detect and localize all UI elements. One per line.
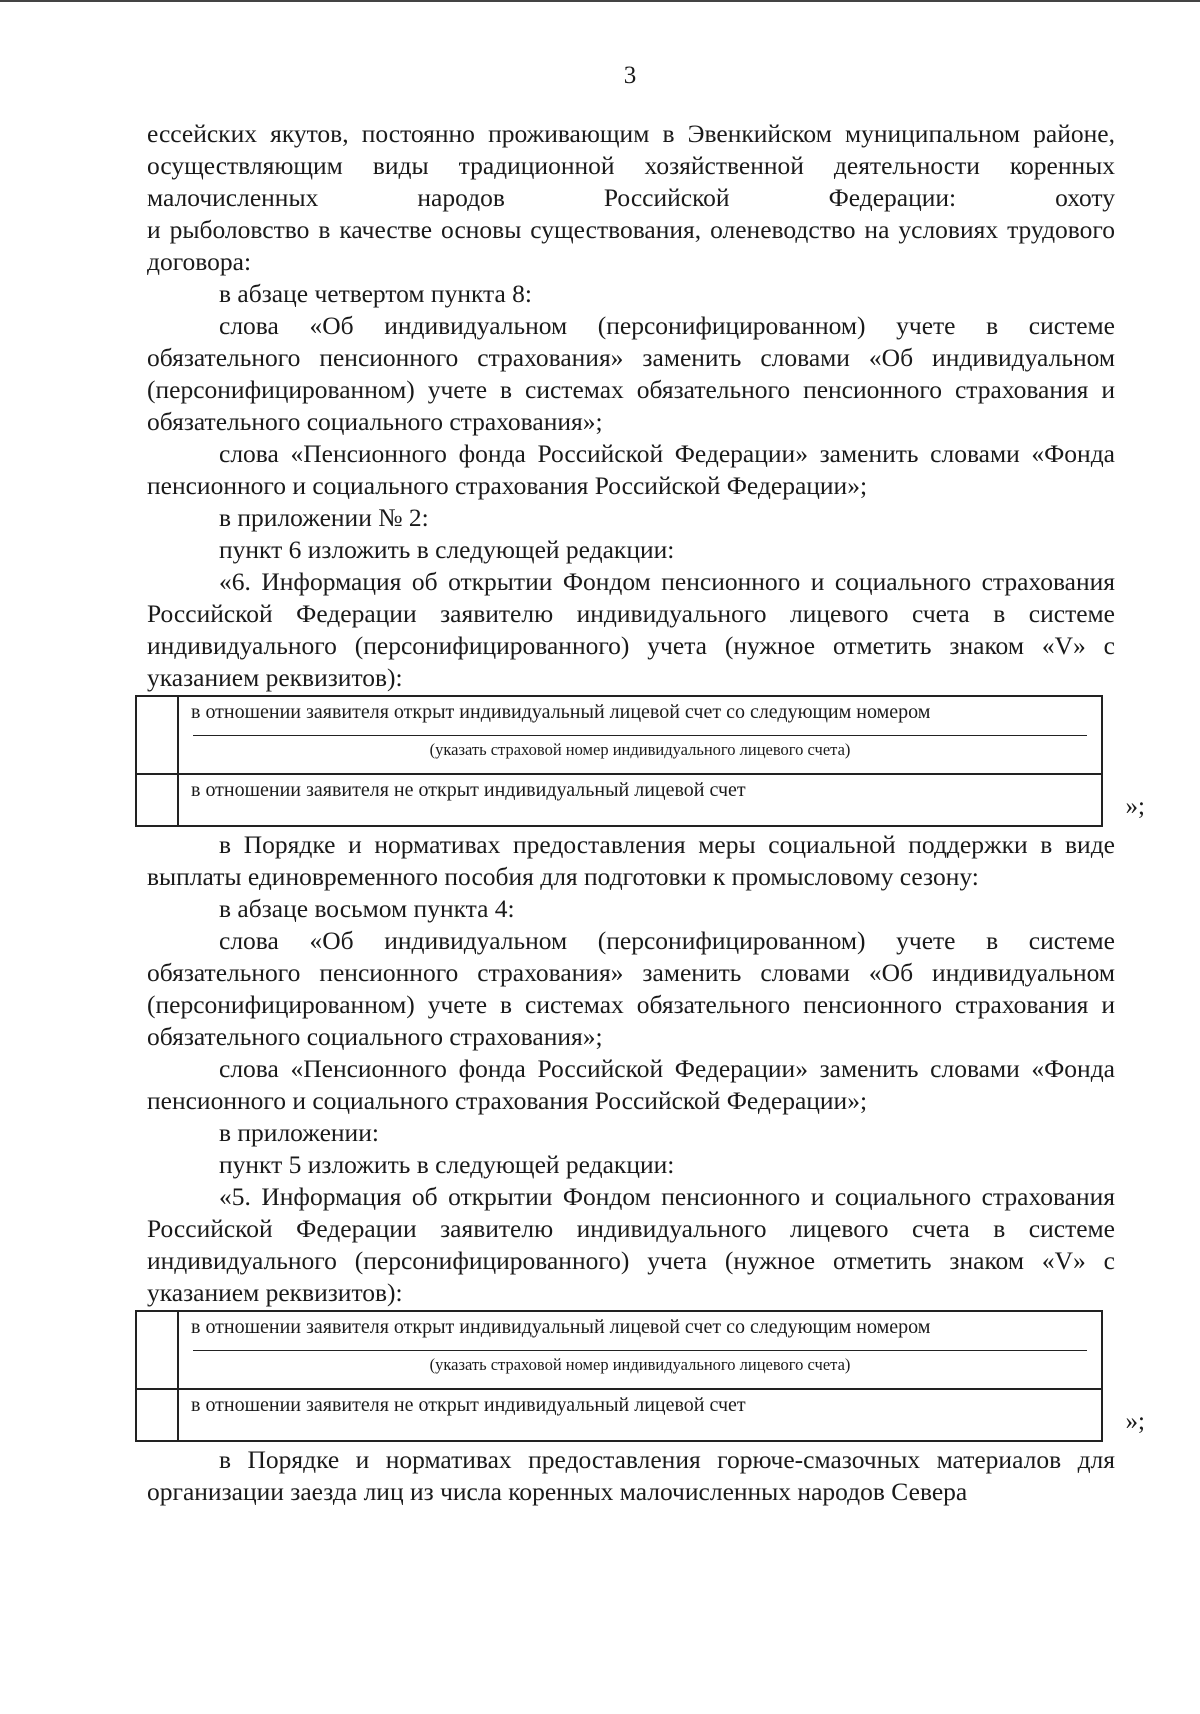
account-number-note: (указать страховой номер индивидуального лицевого счета) xyxy=(429,1355,851,1374)
checkbox-cell-not-opened[interactable] xyxy=(136,1389,178,1441)
checkbox-cell-opened[interactable] xyxy=(136,1311,178,1389)
option-not-opened-text: в отношении заявителя не открыт индивидуальный лицевой счет xyxy=(191,779,746,801)
option-opened-cell xyxy=(178,1311,1102,1389)
paragraph: в приложении № 2: xyxy=(219,503,429,532)
paragraph: слова «Об индивидуальном (персонифицированном) учете в системе обязательного пенсионного страхования» заменить словами «Об индивидуальном (персонифицированном) учете в системах обязательного пенсионного страхования и обязательного социального страхования»; xyxy=(147,311,1115,436)
account-table-1 xyxy=(135,695,1103,827)
paragraph: в Порядке и нормативах предоставления меры социальной поддержки в виде выплаты единовременного пособия для подготовки к промысловому сезону: xyxy=(147,830,1115,891)
account-number-note: (указать страховой номер индивидуального лицевого счета) xyxy=(429,740,851,759)
paragraph-group-2 xyxy=(147,829,1115,1309)
table-row xyxy=(136,1389,1102,1441)
paragraph: в абзаце восьмом пункта 4: xyxy=(219,894,515,923)
paragraph: «5. Информация об открытии Фондом пенсионного и социального страхования Российской Федерации заявителю индивидуального лицевого счета в системе индивидуального (персонифицированного) учета (нужное отметить знаком «V» с указанием реквизитов): xyxy=(147,1182,1115,1307)
checkbox-cell-opened[interactable] xyxy=(136,696,178,774)
account-number-line[interactable] xyxy=(193,1340,1087,1351)
page-top-edge xyxy=(0,0,1200,2)
paragraph: пункт 6 изложить в следующей редакции: xyxy=(219,535,675,564)
option-not-opened-text: в отношении заявителя не открыт индивидуальный лицевой счет xyxy=(191,1394,746,1416)
checkbox-cell-not-opened[interactable] xyxy=(136,774,178,826)
paragraph: слова «Пенсионного фонда Российской Федерации» заменить словами «Фонда пенсионного и социального страхования Российской Федерации»; xyxy=(147,439,1115,500)
paragraph: слова «Пенсионного фонда Российской Федерации» заменить словами «Фонда пенсионного и социального страхования Российской Федерации»; xyxy=(147,1054,1115,1115)
paragraph: в Порядке и нормативах предоставления горюче-смазочных материалов для организации заезда лиц из числа коренных малочисленных народов Севера xyxy=(147,1445,1115,1506)
account-table-2-wrapper xyxy=(147,1310,1145,1442)
paragraph: и рыболовство в качестве основы существования, оленеводство на условиях трудового договора: xyxy=(147,215,1115,276)
closing-quote: »; xyxy=(1125,793,1145,820)
document-body xyxy=(147,118,1145,1508)
table-row xyxy=(136,696,1102,774)
paragraph: пункт 5 изложить в следующей редакции: xyxy=(219,1150,675,1179)
option-opened-cell xyxy=(178,696,1102,774)
page-number: 3 xyxy=(623,62,637,89)
account-table-2 xyxy=(135,1310,1103,1442)
paragraph: «6. Информация об открытии Фондом пенсионного и социального страхования Российской Федерации заявителю индивидуального лицевого счета в системе индивидуального (персонифицированного) учета (нужное отметить знаком «V» с указанием реквизитов): xyxy=(147,567,1115,692)
paragraph-group-1 xyxy=(147,118,1115,694)
paragraph: ессейских якутов, постоянно проживающим в Эвенкийском муниципальном районе, осуществляющим виды традиционной хозяйственной деятельности коренных малочисленных народов Российской Федерации: охоту xyxy=(147,119,1115,212)
option-opened-text: в отношении заявителя открыт индивидуальный лицевой счет со следующим номером xyxy=(191,1316,931,1338)
paragraph: в абзаце четвертом пункта 8: xyxy=(219,279,533,308)
paragraph: слова «Об индивидуальном (персонифицированном) учете в системе обязательного пенсионного страхования» заменить словами «Об индивидуальном (персонифицированном) учете в системах обязательного пенсионного страхования и обязательного социального страхования»; xyxy=(147,926,1115,1051)
table-row xyxy=(136,774,1102,826)
option-opened-text: в отношении заявителя открыт индивидуальный лицевой счет со следующим номером xyxy=(191,701,931,723)
account-table-1-wrapper xyxy=(147,695,1145,827)
account-number-line[interactable] xyxy=(193,725,1087,736)
table-row xyxy=(136,1311,1102,1389)
paragraph: в приложении: xyxy=(219,1118,379,1147)
paragraph-group-3 xyxy=(147,1444,1115,1508)
option-not-opened-cell xyxy=(178,774,1102,826)
option-not-opened-cell xyxy=(178,1389,1102,1441)
closing-quote: »; xyxy=(1125,1408,1145,1435)
